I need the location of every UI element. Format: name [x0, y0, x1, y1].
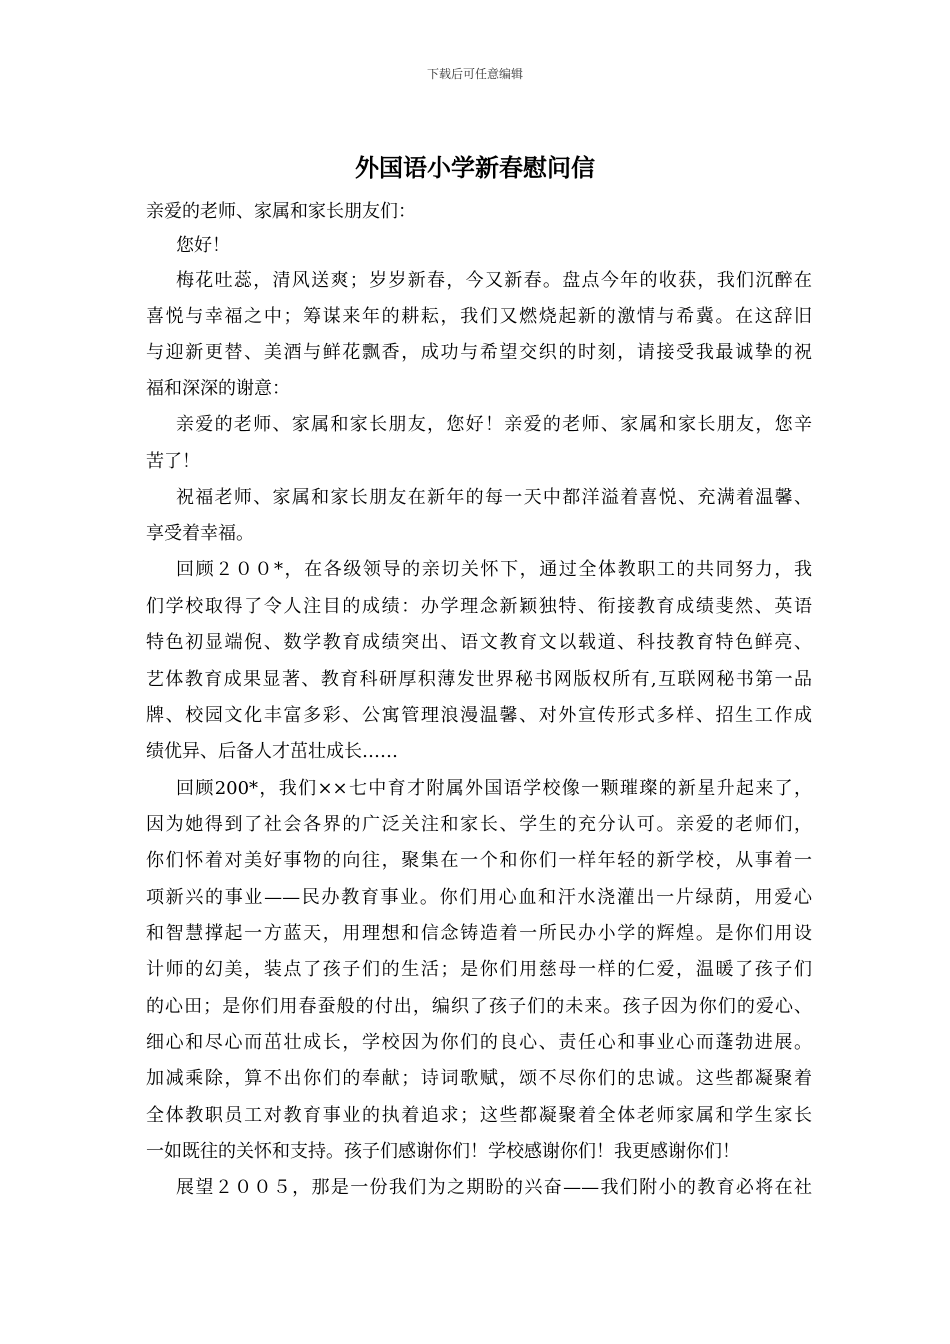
- paragraph-line: 亲爱的老师、家属和家长朋友，您好！亲爱的老师、家属和家长朋友，您辛: [176, 414, 812, 435]
- paragraph-line: 与迎新更替、美酒与鲜花飘香，成功与希望交织的时刻，请接受我最诚挚的祝: [146, 342, 812, 363]
- paragraph-line: 你们怀着对美好事物的向往，聚集在一个和你们一样年轻的新学校，从事着一: [146, 850, 812, 871]
- paragraph-line: 展望２００５，那是一份我们为之期盼的兴奋——我们附小的教育必将在社: [176, 1177, 812, 1198]
- paragraph-line: 喜悦与幸福之中；筹谋来年的耕耘，我们又燃烧起新的激情与希冀。在这辞旧: [146, 306, 812, 327]
- paragraph-line: 细心和尽心而茁壮成长，学校因为你们的良心、责任心和事业心而蓬勃进展。: [146, 1032, 812, 1053]
- header-note: 下载后可任意编辑: [426, 67, 523, 81]
- paragraph-line: 苦了！: [146, 451, 200, 472]
- paragraph-line: 艺体教育成果显著、教育科研厚积薄发世界秘书网版权所有,互联网秘书第一品: [146, 669, 812, 690]
- salutation: 亲爱的老师、家属和家长朋友们：: [146, 201, 416, 222]
- paragraph-line: 计师的幻美，装点了孩子们的生活；是你们用慈母一样的仁爱，温暖了孩子们: [146, 959, 812, 980]
- paragraph-line: 们学校取得了令人注目的成绩：办学理念新颖独特、衔接教育成绩斐然、英语: [146, 596, 812, 617]
- paragraph-line: 项新兴的事业——民办教育事业。你们用心血和汗水浇灌出一片绿荫，用爱心: [146, 887, 812, 908]
- greeting: 您好！: [176, 235, 230, 256]
- paragraph-line: 祝福老师、家属和家长朋友在新年的每一天中都洋溢着喜悦、充满着温馨、: [176, 487, 812, 508]
- paragraph-line: 全体教职员工对教育事业的执着追求；这些都凝聚着全体老师家属和学生家长: [146, 1105, 812, 1126]
- paragraph-line: 因为她得到了社会各界的广泛关注和家长、学生的充分认可。亲爱的老师们，: [146, 814, 812, 835]
- paragraph-line: 加减乘除，算不出你们的奉献；诗词歌赋，颂不尽你们的忠诚。这些都凝聚着: [146, 1068, 812, 1089]
- paragraph-line: 福和深深的谢意：: [146, 378, 290, 399]
- page-title: 外国语小学新春慰问信: [355, 153, 595, 182]
- paragraph-line: 的心田；是你们用春蚕般的付出，编织了孩子们的未来。孩子因为你们的爱心、: [146, 996, 812, 1017]
- paragraph-line: 梅花吐蕊，清风送爽；岁岁新春，今又新春。盘点今年的收获，我们沉醉在: [176, 270, 812, 291]
- paragraph-line: 回顾２００*，在各级领导的亲切关怀下，通过全体教职工的共同努力，我: [176, 559, 812, 580]
- paragraph-line: 一如既往的关怀和支持。孩子们感谢你们！学校感谢你们！我更感谢你们！: [146, 1141, 740, 1162]
- paragraph-line: 和智慧撑起一方蓝天，用理想和信念铸造着一所民办小学的辉煌。是你们用设: [146, 923, 812, 944]
- paragraph-line: 享受着幸福。: [146, 523, 254, 544]
- paragraph-line: 特色初显端倪、数学教育成绩突出、语文教育文以载道、科技教育特色鲜亮、: [146, 632, 812, 653]
- paragraph-line: 绩优异、后备人才茁壮成长……: [146, 741, 398, 762]
- paragraph-line: 牌、校园文化丰富多彩、公寓管理浪漫温馨、对外宣传形式多样、招生工作成: [146, 705, 812, 726]
- paragraph-line: 回顾200*，我们××七中育才附属外国语学校像一颗璀璨的新星升起来了，: [176, 778, 812, 799]
